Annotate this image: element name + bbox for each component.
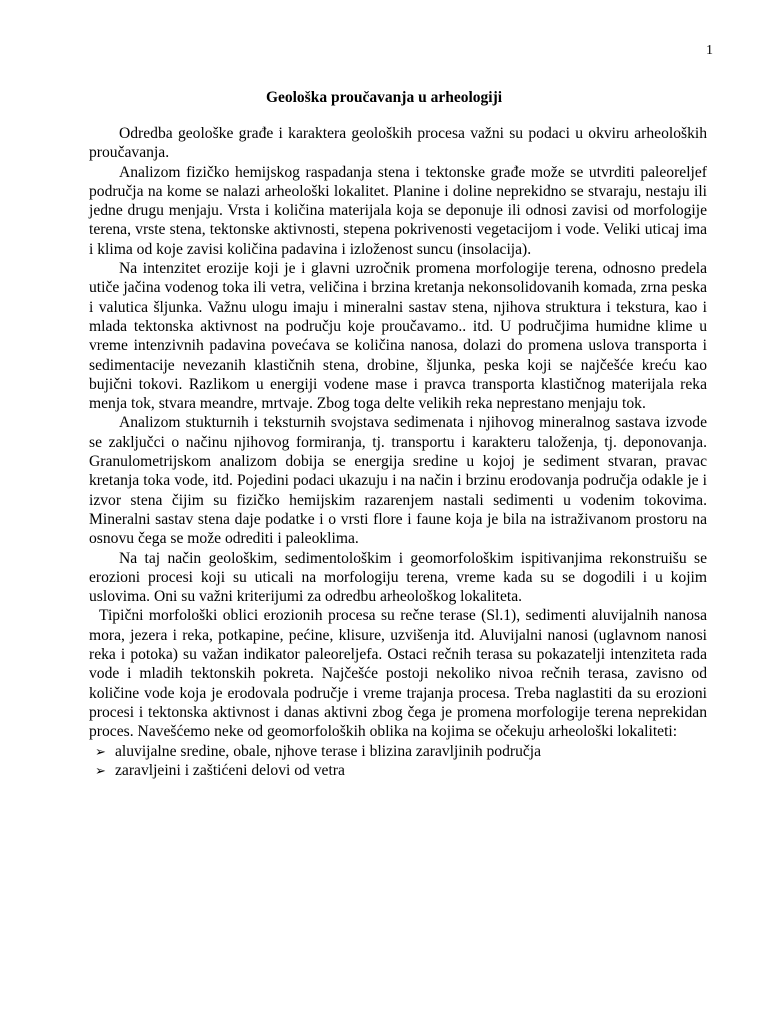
page-title: Geološka proučavanja u arheologiji [265,89,503,106]
arrow-bullet-icon: ➢ [95,743,106,759]
bullet-list [89,742,707,781]
list-item [89,761,707,780]
page-number: 1 [706,43,713,58]
list-item-text: zaravljeini i zaštićeni delovi od vetra [115,761,345,779]
arrow-bullet-icon: ➢ [95,762,106,778]
paragraph-2: Analizom fizičko hemijskog raspadanja stena i tektonske građe može se utvrditi paleoreljef područja na kome se nalazi arheološki lokalitet. Planine i doline neprekidno se stvaraju, nestaju ili jedne drugu menjaju. Vrsta i količina materijala koja se deponuje ili odnosi zavisi od morfologije terena, vrste stena, tektonske aktivnosti, stepena pokrivenosti vegetacijom i vode. Veliki uticaj ima i klima od koje zavisi količina padavina i izloženost suncu (insolacija). [89,163,707,258]
paragraph-3: Na intenzitet erozije koji je i glavni uzročnik promena morfologije terena, odnosno predela utiče jačina vodenog toka ili vetra, veličina i brzina kretanja nekonsolidovanih komada, zrna peska i valutica šljunka. Važnu ulogu imaju i mineralni sastav stena, njihova struktura i tekstura, kao i mlada tektonska aktivnost na području koje proučavamo.. itd. U područjima humidne klime u vreme intenzivnih padavina povećava se količina nanosa, dolazi do promena uslova transporta i sedimentacije nevezanih klastičnih stena, drobine, šljunka, peska koji se najčešće kreću kao bujični tokovi. Razlikom u energiji vodene mase i pravca transporta klastičnog materijala reka menja tok, stvara meandre, mrtvaje. Zbog toga delte velikih reka neprestano menjaju tok. [89,260,707,413]
document-body [89,124,707,780]
paragraph-5: Na taj način geološkim, sedimentološkim i geomorfološkim ispitivanjima rekonstruišu se erozioni procesi koji su uticali na morfologiju terena, vreme kada su se dogodili i u kojim uslovima. Oni su važni kriterijumi za odredbu arheološkog lokaliteta. [89,549,707,606]
list-item [89,742,707,761]
paragraph-6: Tipični morfološki oblici erozionih procesa su rečne terase (Sl.1), sedimenti aluvijalnih nanosa mora, jezera i reka, potkapine, pećine, klisure, uzvišenja itd. Aluvijalni nanosi (uglavnom nanosi reka i potoka) su važan indikator paleoreljefa. Ostaci rečnih terasa su pokazatelji intenziteta rada vode i mladih tektonskih pokreta. Najčešće postoji nekoliko nivoa rečnih terasa, zavisno od količine vode koja je erodovala područje i vreme trajanja procesa. Treba naglastiti da su erozioni procesi i tektonska aktivnost i danas aktivni zbog čega je promena morfologije terena neprekidan proces. Navešćemo neke od geomorfoloških oblika na kojima se očekuju arheološki lokaliteti: [89,607,707,741]
paragraph-1: Odredba geološke građe i karaktera geoloških procesa važni su podaci u okviru arheoloških proučavanja. [89,125,707,162]
list-item-text: aluvijalne sredine, obale, njhove terase i blizina zaravljinih područja [115,742,542,760]
paragraph-4: Analizom stukturnih i teksturnih svojstava sedimenata i njihovog mineralnog sastava izvode se zaključci o načinu njihovog formiranja, tj. transportu i karakteru taloženja, tj. deponovanja. Granulometrijskom analizom dobija se energija sredine u kojoj je sediment stvaran, pravac kretanja toka vode, itd. Pojedini podaci ukazuju i na način i brzinu erodovanja područja odakle je i izvor stena čijim su fizičko hemijskim razarenjem nastali sedimenti u vodenim tokovima. Mineralni sastav stena daje podatke i o vrsti flore i faune koja je bila na istraživanom prostoru na osnovu čega se može odrediti i paleoklima. [89,414,707,548]
